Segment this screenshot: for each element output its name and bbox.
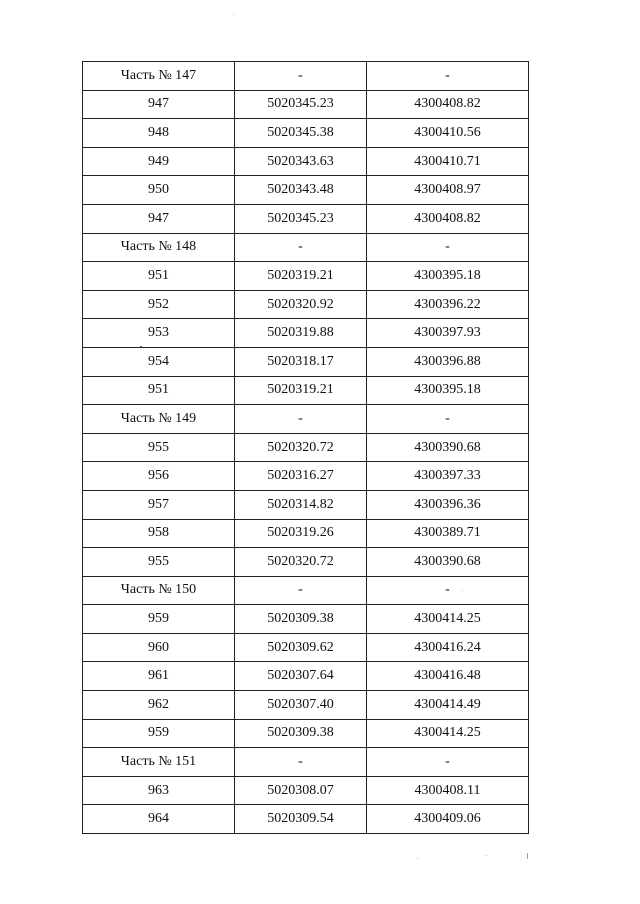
- coordinate-x-cell: 5020320.72: [235, 548, 367, 577]
- coordinate-x-cell: 5020309.38: [235, 605, 367, 634]
- coordinate-x-cell: 5020309.38: [235, 719, 367, 748]
- coordinate-x-cell: 5020309.62: [235, 633, 367, 662]
- coordinate-row: [83, 204, 529, 233]
- scan-speck: [527, 853, 528, 859]
- coordinate-row: [83, 90, 529, 119]
- scan-speck: [233, 14, 234, 15]
- coordinate-row: [83, 433, 529, 462]
- coordinate-x-cell: -: [235, 748, 367, 777]
- coordinate-row: [83, 691, 529, 720]
- coordinate-y-cell: 4300416.24: [367, 633, 529, 662]
- coordinate-y-cell: -: [367, 62, 529, 91]
- part-header-row: [83, 62, 529, 91]
- part-label: Часть № 149: [83, 405, 235, 434]
- coordinate-y-cell: 4300397.33: [367, 462, 529, 491]
- coordinate-y-cell: 4300408.82: [367, 204, 529, 233]
- part-header-row: [83, 748, 529, 777]
- coordinate-x-cell: -: [235, 62, 367, 91]
- coordinate-x-cell: 5020319.88: [235, 319, 367, 348]
- part-label: Часть № 147: [83, 62, 235, 91]
- coordinate-row: [83, 490, 529, 519]
- coordinate-x-cell: -: [235, 405, 367, 434]
- point-number-cell: 955: [83, 548, 235, 577]
- coordinate-row: [83, 719, 529, 748]
- coordinate-y-cell: 4300410.71: [367, 147, 529, 176]
- point-number-cell: 963: [83, 776, 235, 805]
- coordinate-y-cell: 4300410.56: [367, 119, 529, 148]
- coordinate-x-cell: 5020345.38: [235, 119, 367, 148]
- coordinate-y-cell: 4300395.18: [367, 262, 529, 291]
- point-number-cell: 958: [83, 519, 235, 548]
- coordinate-y-cell: 4300408.82: [367, 90, 529, 119]
- coordinate-y-cell: 4300414.25: [367, 719, 529, 748]
- point-number-cell: 964: [83, 805, 235, 834]
- part-label: Часть № 148: [83, 233, 235, 262]
- coordinate-row: [83, 347, 529, 376]
- coordinate-row: [83, 376, 529, 405]
- coordinate-y-cell: 4300414.25: [367, 605, 529, 634]
- coordinate-row: [83, 662, 529, 691]
- scan-speck: [140, 346, 142, 348]
- point-number-cell: 959: [83, 719, 235, 748]
- coordinate-x-cell: 5020345.23: [235, 90, 367, 119]
- coordinate-x-cell: 5020318.17: [235, 347, 367, 376]
- coordinate-y-cell: -: [367, 405, 529, 434]
- coordinate-row: [83, 776, 529, 805]
- coordinate-row: [83, 290, 529, 319]
- coordinate-row: [83, 519, 529, 548]
- coordinates-table: [82, 61, 529, 834]
- part-header-row: [83, 405, 529, 434]
- part-label: Часть № 151: [83, 748, 235, 777]
- coordinate-x-cell: 5020319.21: [235, 376, 367, 405]
- coordinate-y-cell: 4300414.49: [367, 691, 529, 720]
- coordinate-y-cell: 4300396.36: [367, 490, 529, 519]
- coordinate-row: [83, 548, 529, 577]
- coordinate-row: [83, 605, 529, 634]
- point-number-cell: 952: [83, 290, 235, 319]
- coordinate-row: [83, 805, 529, 834]
- part-label: Часть № 150: [83, 576, 235, 605]
- coordinate-y-cell: 4300396.22: [367, 290, 529, 319]
- coordinate-row: [83, 633, 529, 662]
- coordinate-row: [83, 319, 529, 348]
- coordinate-x-cell: -: [235, 576, 367, 605]
- coordinate-y-cell: 4300389.71: [367, 519, 529, 548]
- point-number-cell: 954: [83, 347, 235, 376]
- coordinate-y-cell: 4300395.18: [367, 376, 529, 405]
- coordinate-x-cell: 5020343.63: [235, 147, 367, 176]
- coordinate-row: [83, 176, 529, 205]
- point-number-cell: 953: [83, 319, 235, 348]
- point-number-cell: 951: [83, 262, 235, 291]
- coordinate-y-cell: 4300390.68: [367, 548, 529, 577]
- point-number-cell: 959: [83, 605, 235, 634]
- coordinate-row: [83, 119, 529, 148]
- coordinate-y-cell: -: [367, 233, 529, 262]
- coordinate-x-cell: 5020307.40: [235, 691, 367, 720]
- coordinate-x-cell: 5020345.23: [235, 204, 367, 233]
- point-number-cell: 961: [83, 662, 235, 691]
- coordinates-table-body: [83, 62, 529, 834]
- point-number-cell: 962: [83, 691, 235, 720]
- coordinate-x-cell: 5020320.92: [235, 290, 367, 319]
- coordinate-x-cell: -: [235, 233, 367, 262]
- scan-speck: [486, 855, 487, 856]
- coordinate-x-cell: 5020320.72: [235, 433, 367, 462]
- coordinate-y-cell: 4300390.68: [367, 433, 529, 462]
- coordinate-x-cell: 5020319.21: [235, 262, 367, 291]
- scan-speck: [417, 858, 418, 859]
- coordinate-row: [83, 147, 529, 176]
- coordinate-x-cell: 5020309.54: [235, 805, 367, 834]
- coordinate-row: [83, 262, 529, 291]
- coordinate-x-cell: 5020316.27: [235, 462, 367, 491]
- point-number-cell: 955: [83, 433, 235, 462]
- coordinate-y-cell: 4300416.48: [367, 662, 529, 691]
- part-header-row: [83, 233, 529, 262]
- point-number-cell: 948: [83, 119, 235, 148]
- coordinate-x-cell: 5020343.48: [235, 176, 367, 205]
- coordinate-y-cell: -: [367, 576, 529, 605]
- coordinate-y-cell: -: [367, 748, 529, 777]
- coordinate-y-cell: 4300408.97: [367, 176, 529, 205]
- coordinate-y-cell: 4300408.11: [367, 776, 529, 805]
- point-number-cell: 950: [83, 176, 235, 205]
- coordinate-y-cell: 4300409.06: [367, 805, 529, 834]
- point-number-cell: 947: [83, 204, 235, 233]
- coordinate-x-cell: 5020308.07: [235, 776, 367, 805]
- coordinate-row: [83, 462, 529, 491]
- point-number-cell: 957: [83, 490, 235, 519]
- coordinate-y-cell: 4300397.93: [367, 319, 529, 348]
- coordinate-y-cell: 4300396.88: [367, 347, 529, 376]
- coordinate-x-cell: 5020314.82: [235, 490, 367, 519]
- point-number-cell: 949: [83, 147, 235, 176]
- coordinate-x-cell: 5020307.64: [235, 662, 367, 691]
- point-number-cell: 947: [83, 90, 235, 119]
- coordinate-x-cell: 5020319.26: [235, 519, 367, 548]
- point-number-cell: 960: [83, 633, 235, 662]
- point-number-cell: 956: [83, 462, 235, 491]
- point-number-cell: 951: [83, 376, 235, 405]
- scan-speck: [462, 590, 463, 591]
